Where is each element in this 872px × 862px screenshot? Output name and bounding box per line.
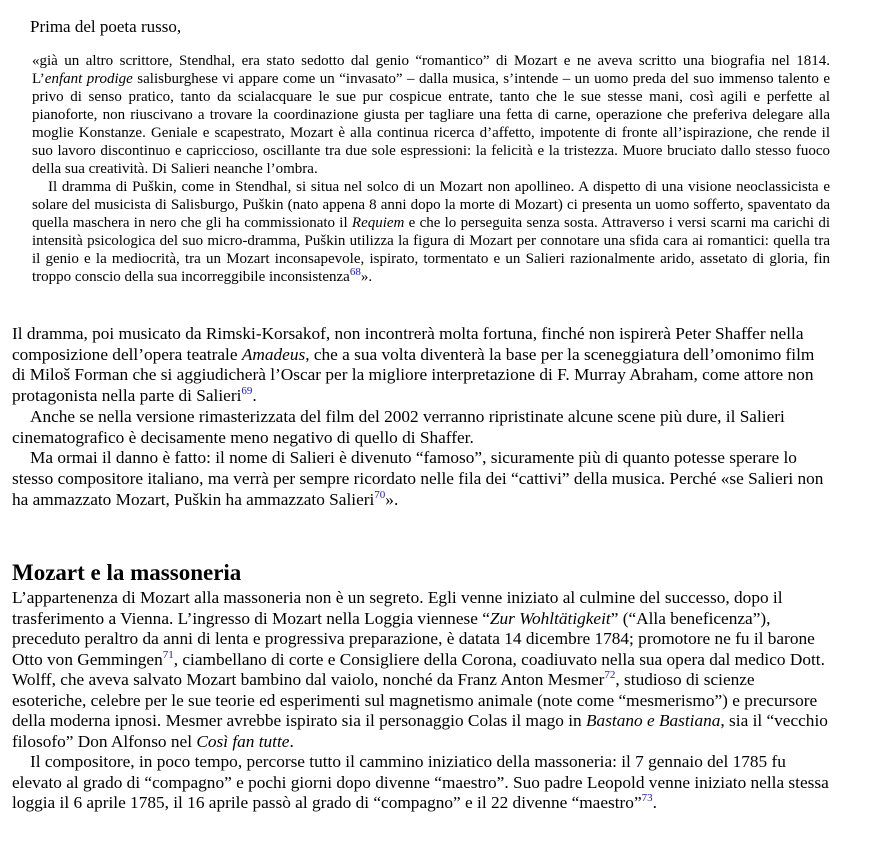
section-p2-end: .: [652, 793, 657, 812]
section-p1-text-c: , ciambellano di corte e Consigliere della Corona, coadiuvato nella sua opera dal medico Dott. Wolff, che aveva salvato Mozart bambino dal vaiolo, nonché da Franz Anton Mesmer: [12, 649, 825, 689]
section-p1-text-b: ” (“Alla beneficenza”), preceduto peraltro da anni di lenta e progressiva preparazione, è datata 14 dicembre 1784; promotore ne fu il barone Otto von Gemmingen: [12, 608, 815, 669]
quote-p1-italic: enfant prodige: [44, 71, 133, 87]
quote-p2-end: ».: [360, 269, 373, 285]
quote-p2-text-a: Il dramma di Puškin, come in Stendhal, si situa nel solco di un Mozart non apollineo. A dispetto di una visione neoclassicista e solare del musicista di Salisburgo, Puškin (nato appena 8 anni dopo la morte di Mozart) ci presenta un uomo sofferto, spaventato da quella maschera in nero che gli ha commissionato il: [32, 179, 830, 231]
body-p1-text-b: , che a sua volta diventerà la base per la sceneggiatura dell’omonimo film di Miloš Forman che si aggiudicherà l’Oscar per la migliore interpretazione di F. Murray Abraham, come attore non protagonista nella parte di Salieri: [12, 344, 815, 406]
footnote-link-72[interactable]: 72: [604, 669, 616, 682]
quote-p2-text-b: e che lo perseguita senza sosta. Attraverso i versi scarni ma carichi di intensità psicologica del suo micro-dramma, Puškin utilizza la figura di Mozart per connotare una sfida cara ai romantici: quella tra il genio e la mediocrità, tra un Mozart inconsapevole, ispirato, tormentato e un Salieri razionalmente arido, assetato di gloria, fin troppo conscio della sua incorreggibile inconsistenza: [32, 215, 831, 285]
footnote-link-68[interactable]: 68: [349, 266, 361, 278]
quote-p1-text-a: «già un altro scrittore, Stendhal, era stato sedotto dal genio “romantico” di Mozart e ne aveva scritto una biografia nel 1814. L’: [32, 53, 830, 87]
section-p1-text-f: .: [289, 731, 294, 751]
section-p1-italic-3: Così fan tutte: [196, 731, 290, 751]
section-p1-text-a: L’appartenenza di Mozart alla massoneria non è un segreto. Egli venne iniziato al culmine del successo, dopo il trasferimento a Vienna. L’ingresso di Mozart nella Loggia viennese “: [12, 588, 783, 628]
section-p2-text-a: Il compositore, in poco tempo, percorse tutto il cammino iniziatico della massoneria: il 7 gennaio del 1785 fu elevato al grado di “compagno” e pochi giorni dopo divenne “maestro”. Suo padre Leopold venne iniziato nella stessa loggia il 6 aprile 1785, il 16 aprile passò al grado di “compagno” e il 22 divenne “maestro”: [12, 752, 829, 812]
section-p1-italic-1: Zur Wohltätigkeit: [489, 608, 611, 628]
section-body: [12, 588, 830, 814]
body-p1-text-a: Il dramma, poi musicato da Rimski-Korsakof, non incontrerà molta fortuna, finché non ispirerà Peter Shaffer nella composizione dell’opera teatrale: [12, 324, 804, 364]
block-quote: [32, 52, 830, 286]
body-text: [12, 324, 830, 510]
section-paragraph-2: [12, 752, 830, 814]
footnote-link-73[interactable]: 73: [641, 792, 653, 805]
body-p3-text-a: Ma ormai il danno è fatto: il nome di Salieri è divenuto “famoso”, sicuramente più di quanto potesse sperare lo stesso compositore italiano, ma verrà per sempre ricordato nelle fila dei “cattivi” della musica. Perché «se Salieri non ha ammazzato Mozart, Puškin ha ammazzato Salieri: [12, 448, 824, 509]
section-p1-text-d: , studioso di scienze esoteriche, celebre per le sue teorie ed esperimenti sul magnetismo animale (note come “mesmerismo”) e precursore della moderna ipnosi. Mesmer avrebbe ispirato sia il personaggio Colas il mago in: [12, 670, 818, 730]
quote-p2-italic: Requiem: [351, 215, 405, 231]
body-p1-italic: Amadeus: [241, 344, 306, 364]
body-p3-end: ».: [385, 489, 399, 509]
quote-p1-text-b: salisburghese vi appare come un “invasato” – dalla musica, s’intende – un uomo preda del suo immenso talento e privo di senso pratico, tanto da scialacquare le sue pur cospicue entrate, tanto che le sue stesse mani, così agili e perfette al pianoforte, non riuscivano a trovare la coordinazione giusta per tagliare una fetta di carne, operazione che preferiva delegare alla moglie Konstanze. Geniale e scapestrato, Mozart è alla continua ricerca d’affetto, impotente di fronte all’ispirazione, che rende il suo lavoro discontinuo e capriccioso, oscillante tra due sole espressioni: la felicità e la tristezza. Muore bruciato dallo stesso fuoco della sua creatività. Di Salieri neanche l’ombra.: [32, 71, 830, 177]
quote-paragraph-1: [32, 52, 830, 178]
body-p1-end: .: [252, 386, 257, 406]
body-paragraph-1: [12, 324, 830, 407]
footnote-link-69[interactable]: 69: [241, 385, 253, 398]
quote-paragraph-2: [32, 178, 830, 286]
footnote-link-71[interactable]: 71: [162, 648, 174, 661]
footnote-link-70[interactable]: 70: [374, 488, 386, 501]
section-p1-text-e: , sia il “vecchio filosofo” Don Alfonso nel: [12, 711, 828, 751]
body-paragraph-2: Anche se nella versione rimasterizzata del film del 2002 verranno ripristinate alcune scene più dure, il Salieri cinematografico è decisamente meno negativo di quello di Shaffer.: [12, 406, 785, 447]
intro-line: Prima del poeta russo,: [30, 17, 182, 36]
section-heading: Mozart e la massoneria: [12, 560, 242, 585]
body-paragraph-3: [12, 448, 830, 510]
section-paragraph-1: [12, 588, 830, 752]
section-p1-italic-2: Bastano e Bastiana: [586, 711, 721, 730]
